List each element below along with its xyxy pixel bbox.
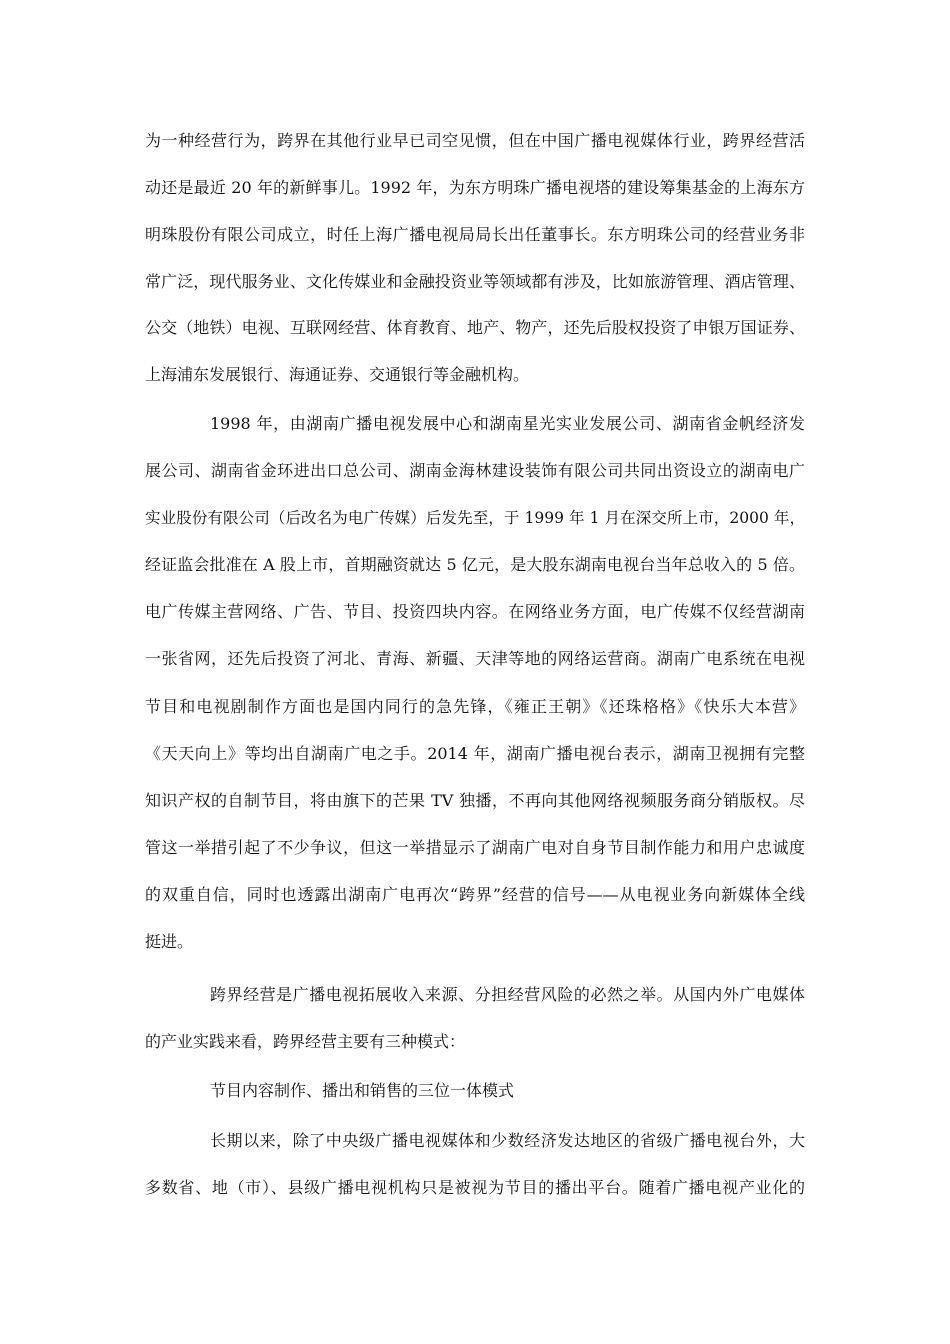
text-line: 知识产权的自制节目，将由旗下的芒果 TV 独播，不再向其他网络视频服务商分销版权。尽 <box>145 791 805 810</box>
text-line: 动还是最近 20 年的新鲜事儿。1992 年，为东方明珠广播电视塔的建设筹集基金的上海东方 <box>145 178 805 197</box>
text-line: 实业股份有限公司（后改名为电广传媒）后发先至，于 1999 年 1 月在深交所上市，2000 年， <box>145 509 805 527</box>
text-line: 一张省网，还先后投资了河北、青海、新疆、天津等地的网络运营商。湖南广电系统在电视 <box>145 649 805 668</box>
text-line: 公交（地铁）电视、互联网经营、体育教育、地产、物产，还先后股权投资了申银万国证券、 <box>145 318 805 337</box>
text-line: 明珠股份有限公司成立，时任上海广播电视局局长出任董事长。东方明珠公司的经营业务非 <box>145 225 805 244</box>
text-line: 挺进。 <box>145 932 194 951</box>
text-line: 管这一举措引起了不少争议，但这一举措显示了湖南广电对自身节目制作能力和用户忠诚度 <box>145 838 805 857</box>
text-line: 1998 年，由湖南广播电视发展中心和湖南星光实业发展公司、湖南省金帆经济发 <box>210 414 805 433</box>
text-line: 为一种经营行为，跨界在其他行业早已司空见惯，但在中国广播电视媒体行业，跨界经营活 <box>145 131 805 150</box>
text-line: 展公司、湖南省金环进出口总公司、湖南金海林建设装饰有限公司共同出资设立的湖南电广 <box>145 461 805 480</box>
text-line: 的双重自信，同时也透露出湖南广电再次“跨界”经营的信号——从电视业务向新媒体全线 <box>145 885 805 904</box>
text-line: 常广泛，现代服务业、文化传媒业和金融投资业等领域都有涉及，比如旅游管理、酒店管理、 <box>145 272 805 291</box>
text-line: 《天天向上》等均出自湖南广电之手。2014 年，湖南广播电视台表示，湖南卫视拥有完整 <box>145 744 805 763</box>
text-line: 节目和电视剧制作方面也是国内同行的急先锋，《雍正王朝》《还珠格格》《快乐大本营》 <box>145 697 805 716</box>
text-line: 电广传媒主营网络、广告、节目、投资四块内容。在网络业务方面，电广传媒不仅经营湖南 <box>145 602 805 621</box>
text-line: 长期以来，除了中央级广播电视媒体和少数经济发达地区的省级广播电视台外，大 <box>210 1131 805 1150</box>
text-line: 上海浦东发展银行、海通证券、交通银行等金融机构。 <box>145 365 530 384</box>
text-line: 的产业实践来看，跨界经营主要有三种模式： <box>145 1032 466 1051</box>
section-heading: 节目内容制作、播出和销售的三位一体模式 <box>210 1081 515 1100</box>
text-line: 多数省、地（市）、县级广播电视机构只是被视为节目的播出平台。随着广播电视产业化的 <box>145 1178 805 1197</box>
text-line: 经证监会批准在 A 股上市，首期融资就达 5 亿元，是大股东湖南电视台当年总收入的 5 倍。 <box>145 555 805 574</box>
text-line: 跨界经营是广播电视拓展收入来源、分担经营风险的必然之举。从国内外广电媒体 <box>210 985 805 1004</box>
